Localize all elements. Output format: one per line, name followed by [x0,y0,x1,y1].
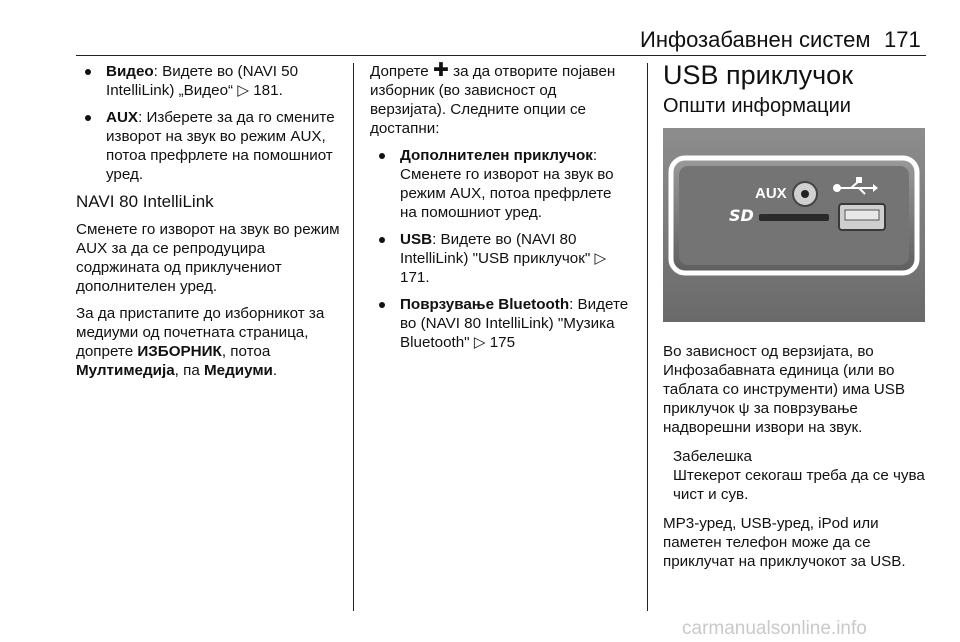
bullet-list [76,62,346,184]
watermark: carmanualsonline.info [682,618,867,639]
text-run: За да пристапите до изборникот за медиуми од почетната страница, допрете [76,305,325,360]
column-divider-2 [647,63,648,611]
column-1 [76,62,346,388]
note-text: Штекерот секогаш треба да се чува чист и сув. [673,467,925,503]
plus-icon: ✚ [432,60,449,81]
term: Видео [106,63,154,80]
term: USB [400,231,433,248]
text-run: , потоа [221,343,271,360]
usb-port-contacts [845,210,879,220]
item-text: : Видете во (NAVI 80 IntelliLink) "Музика Bluetooth" [400,296,629,351]
aux-jack-hole [801,190,809,198]
menu-term: ИЗБОРНИК [137,343,222,360]
note-title: Забелешка [673,448,753,465]
paragraph: MP3-уред, USB-уред, iPod или паметен телефон може да се приклучат на приклучокот за USB. [663,515,906,570]
page-reference: 175 [489,334,516,351]
section-title: NAVI 80 IntelliLink [76,192,214,211]
triangle-right-icon: ▷ [594,250,607,267]
list-item [370,230,632,287]
list-item [370,146,632,222]
item-text: : Видете во (NAVI 80 IntelliLink) "USB приклучок" [400,231,591,267]
item-text: : Изберете за да го смените изворот на звук во режим AUX, потоа префрлете на помошниот уред. [106,109,335,183]
triangle-right-icon: ▷ [473,334,486,351]
item-text: : Видете во (NAVI 50 IntelliLink) „Видео“ [106,63,299,99]
usb-symbol-icon: ψ [738,400,750,417]
paragraph [663,342,925,437]
sd-slot [759,214,829,221]
paragraph [76,304,346,380]
menu-term: Медиуми [204,362,273,379]
note [673,447,925,504]
usb-port-illustration [663,128,925,322]
triangle-right-icon: ▷ [237,82,249,99]
column-divider-1 [353,63,354,611]
menu-term: Мултимедија [76,362,175,379]
sd-logo-icon: SD [729,206,754,225]
item-text: : Сменете го изворот на звук во режим AUX, потоа префрлете на помошниот уред. [400,147,614,221]
text-run: за да отворите појавен изборник (во зависност од верзијата). Следните опции се достапни: [370,63,616,137]
text-run: Допрете [370,63,433,80]
text-run: за поврзување надворешни извори на звук. [663,400,863,436]
paragraph [370,62,632,138]
header-rule [76,55,926,56]
list-item [76,108,346,184]
sub-title: Општи информации [663,95,851,117]
text-run: Во зависност од верзијата, во Инфозабавната единица (или во таблата со инструменти) има USB приклучок [663,343,906,417]
header-title: Инфозабавнен систем [640,27,871,52]
column-3 [663,62,925,579]
text-run: , па [174,362,204,379]
list-item [76,62,346,100]
page-number: 171 [884,27,921,52]
column-2 [370,62,632,360]
page-reference: 171. [400,269,430,286]
aux-label: AUX [755,185,787,202]
term: AUX [106,109,139,126]
page-reference: 181. [253,82,283,99]
term: Дополнителен приклучок [400,147,593,164]
paragraph: Сменете го изворот на звук во режим AUX за да се репродуцира содржината од приклучениот дополнителен уред. [76,221,340,295]
term: Поврзување Bluetooth [400,296,570,313]
main-title: USB приклучок [663,60,854,90]
text-run: . [272,362,278,379]
list-item [370,295,632,352]
bullet-list [370,146,632,352]
